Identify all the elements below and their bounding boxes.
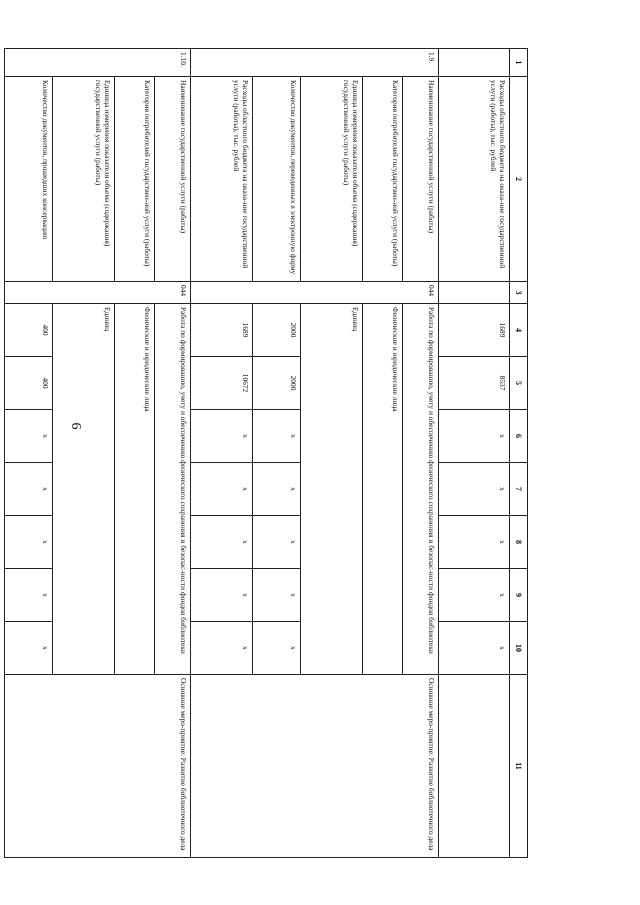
header-cell: 9 [510, 569, 528, 622]
table-row [439, 49, 510, 858]
cell-value: x [5, 622, 53, 675]
cell-label: Количество документов, переведенных в электронную форму [253, 77, 301, 282]
table-row [155, 49, 191, 858]
cell-span-value: Физические и юридические лица [363, 304, 403, 675]
rotated-table-container [41, 48, 528, 857]
header-cell: 7 [510, 463, 528, 516]
cell-value: x [253, 410, 301, 463]
header-cell: 10 [510, 622, 528, 675]
page-number: 6 [68, 422, 83, 430]
cell-value: 8537 [439, 357, 510, 410]
cell-note [439, 675, 510, 858]
header-cell: 4 [510, 304, 528, 357]
section-note: Основное меро-приятие: Развитие библиотечного дела [5, 675, 191, 858]
section-number: 1.9. [191, 49, 439, 77]
cell-value: x [439, 410, 510, 463]
table-header-row [510, 49, 528, 858]
cell-value: x [5, 516, 53, 569]
cell-value: x [253, 569, 301, 622]
header-cell: 2 [510, 77, 528, 282]
header-cell: 3 [510, 282, 528, 304]
cell-label: Категория потребителей государствен-ной услуги (работы) [115, 77, 155, 282]
cell-span-value: Физические и юридические лица [115, 304, 155, 675]
cell-value: x [5, 569, 53, 622]
cell-label: Расходы областного бюджета на оказа-ние государственной услуги (работы), тыс. рублей [439, 77, 510, 282]
cell-span-value: Работа по формированию, учету и обеспечению физического сохранения и безопас-ности фондов библиотеки [155, 304, 191, 675]
cell-label: Единица измерения показателя объема (содержания) государственной услуги (работы) [53, 77, 115, 282]
section-code: 044 [5, 282, 191, 304]
section-number: 1.10. [5, 49, 191, 77]
cell-label: Наименование государственной услуги (работы) [403, 77, 439, 282]
cell-span-value: Единиц [53, 304, 115, 675]
header-cell: 11 [510, 675, 528, 858]
cell-value: x [191, 463, 253, 516]
cell-value: 1689 [191, 304, 253, 357]
header-cell: 1 [510, 49, 528, 77]
cell-span-value: Работа по формированию, учету и обеспечению физического сохранения и безопас-ности фондов библиотеки [403, 304, 439, 675]
cell-number [439, 49, 510, 77]
cell-value: x [5, 463, 53, 516]
cell-value: 10672 [191, 357, 253, 410]
cell-value: 2000 [253, 357, 301, 410]
cell-value: x [439, 622, 510, 675]
cell-value: 400 [5, 304, 53, 357]
header-cell: 5 [510, 357, 528, 410]
budget-table [4, 48, 528, 858]
cell-label: Категория потребителей государствен-ной услуги (работы) [363, 77, 403, 282]
cell-value: x [191, 569, 253, 622]
cell-span-value: Единиц [301, 304, 363, 675]
cell-label: Количество документов, прошедших консервацию [5, 77, 53, 282]
header-cell: 8 [510, 516, 528, 569]
cell-value: x [5, 410, 53, 463]
cell-value: x [191, 622, 253, 675]
cell-value: x [253, 622, 301, 675]
cell-value: x [191, 516, 253, 569]
section-code: 044 [191, 282, 439, 304]
cell-value: 1689 [439, 304, 510, 357]
table-rotation-frame [41, 48, 528, 857]
table-row [403, 49, 439, 858]
section-note: Основное меро-приятие: Развитие библиотечного дела [191, 675, 439, 858]
cell-value: x [439, 569, 510, 622]
cell-value: 400 [5, 357, 53, 410]
cell-value: 2000 [253, 304, 301, 357]
cell-code [439, 282, 510, 304]
cell-value: x [191, 410, 253, 463]
cell-label: Единица измерения показателя объема (содержания) государственной услуги (работы) [301, 77, 363, 282]
cell-value: x [439, 463, 510, 516]
cell-label: Расходы областного бюджета на оказа-ние государственной услуги (работы), тыс. рублей [191, 77, 253, 282]
header-cell: 6 [510, 410, 528, 463]
cell-value: x [439, 516, 510, 569]
cell-label: Наименование государственной услуги (работы) [155, 77, 191, 282]
cell-value: x [253, 463, 301, 516]
cell-value: x [253, 516, 301, 569]
